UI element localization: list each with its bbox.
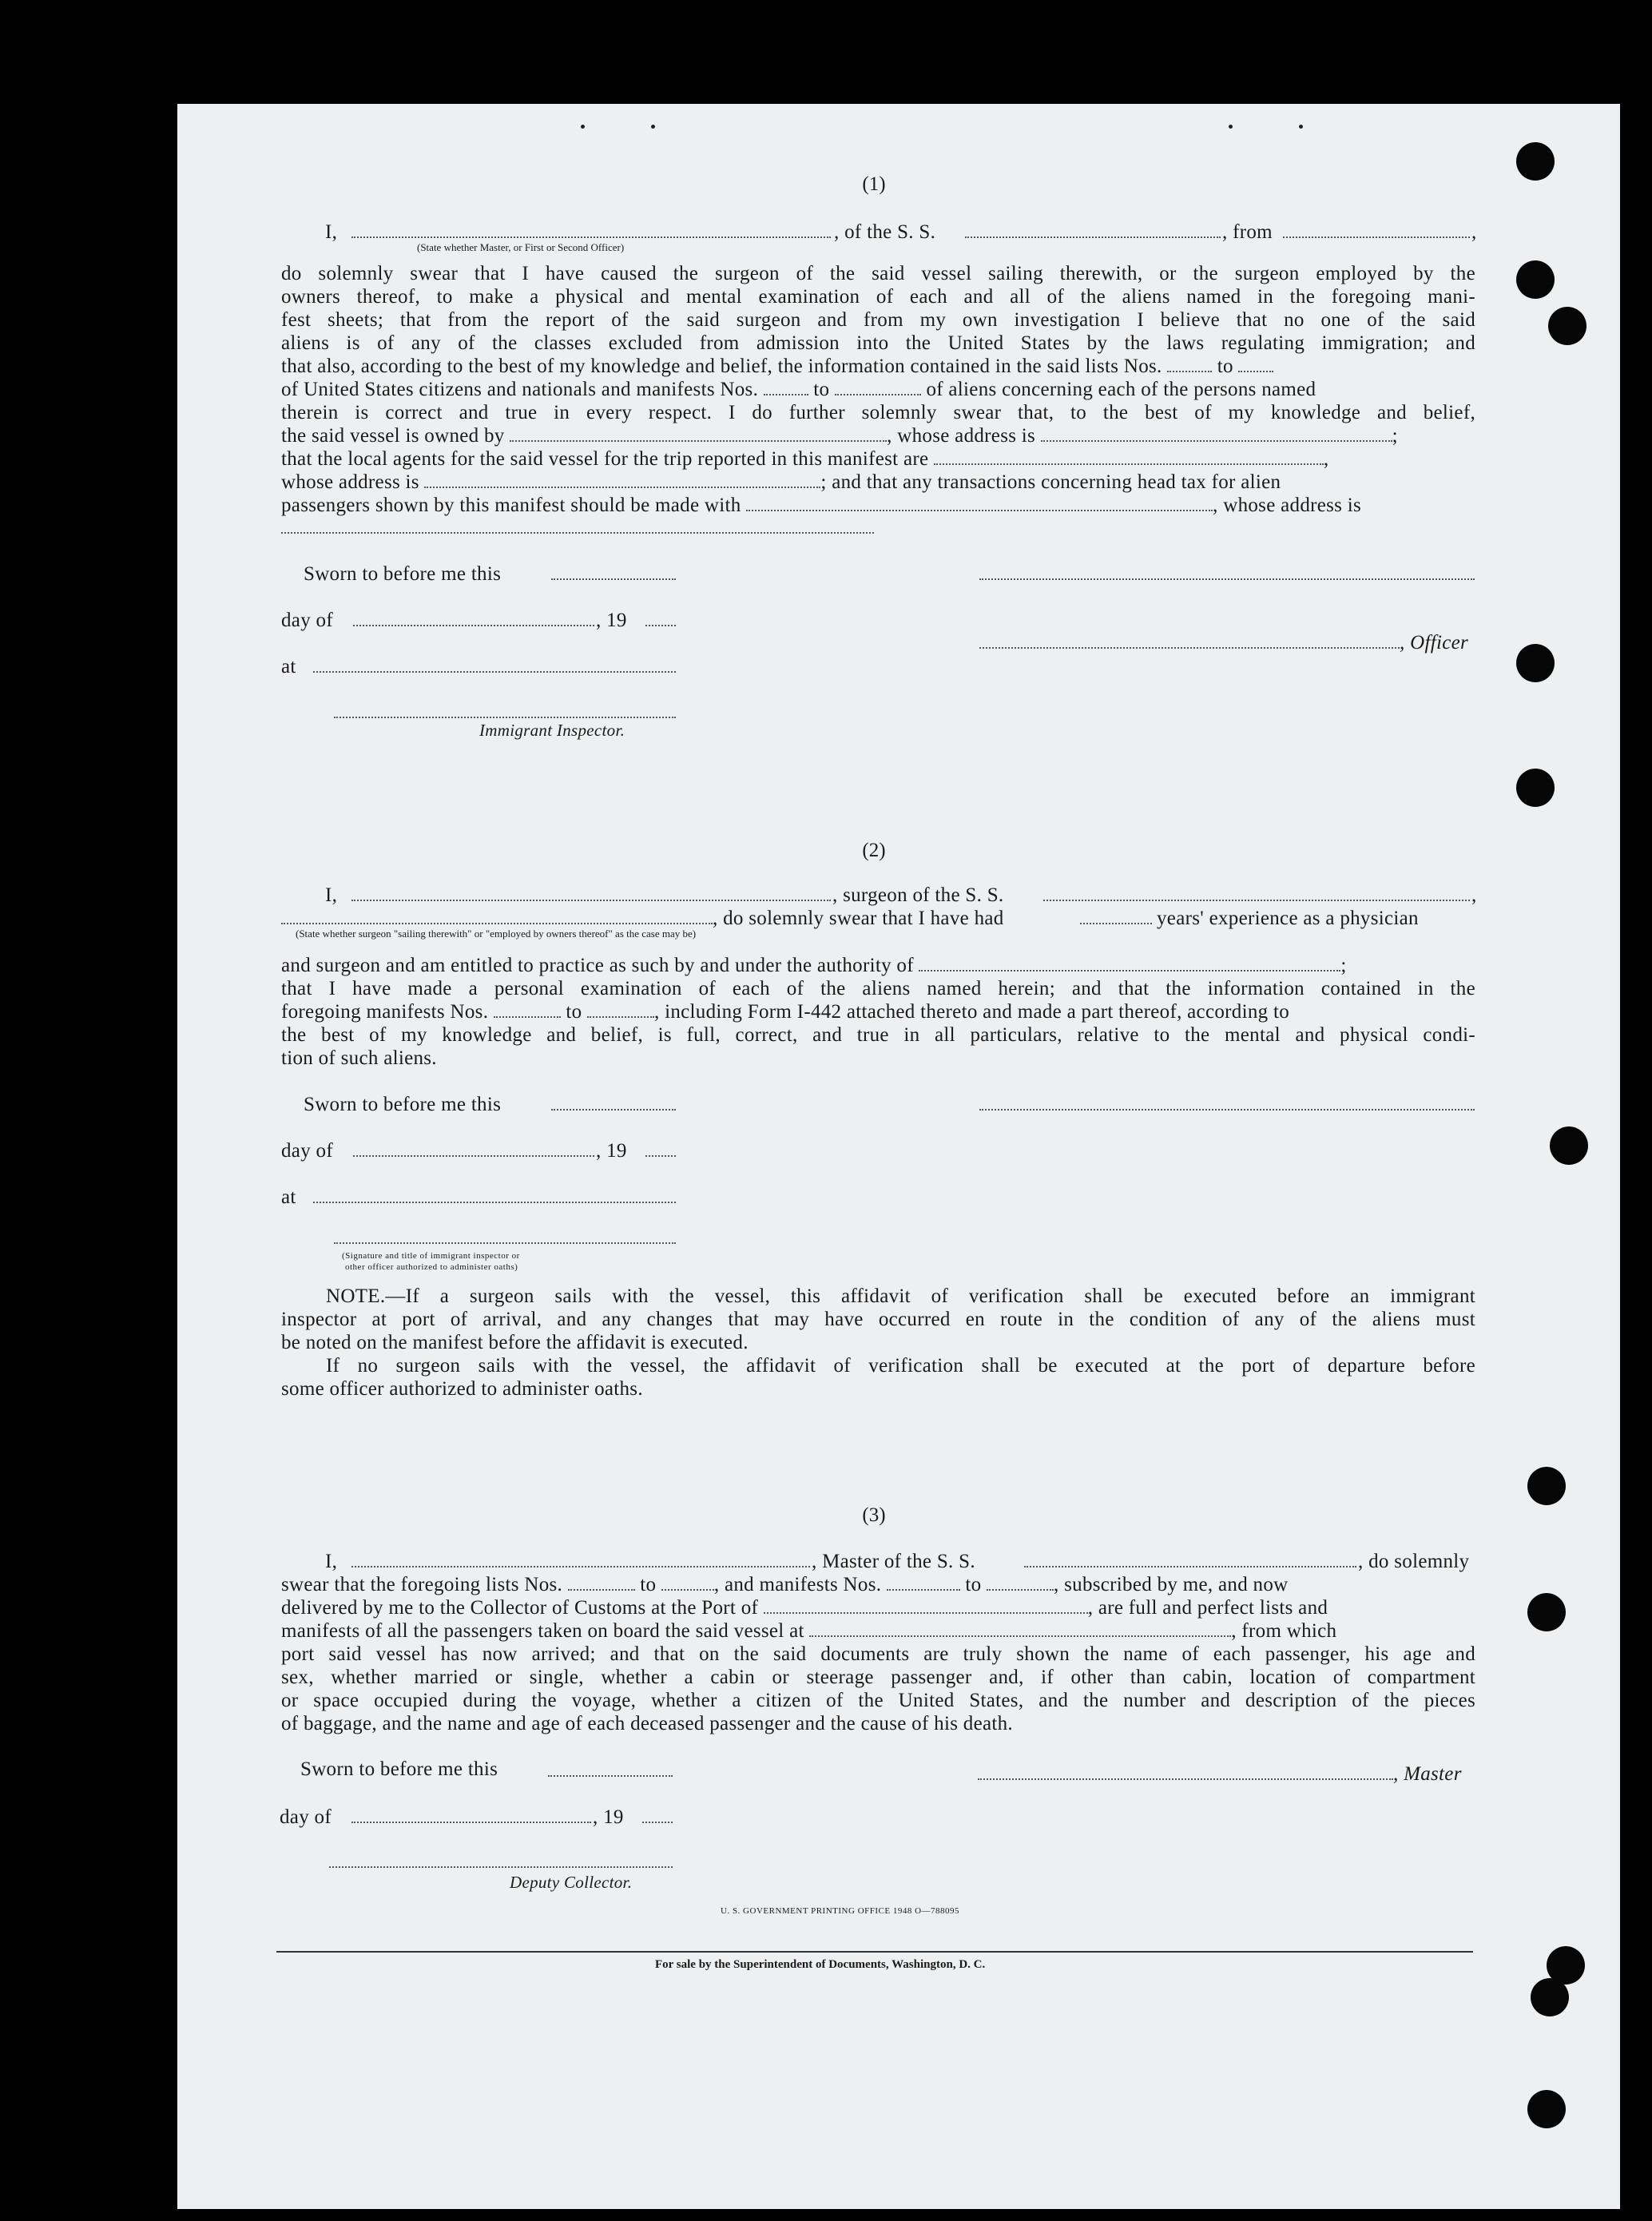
- s3-swear: , do solemnly: [1358, 1551, 1470, 1572]
- section-3-heading: (3): [862, 1504, 886, 1526]
- s3-deputy: Deputy Collector.: [510, 1873, 633, 1892]
- s2-day-of: day of: [281, 1140, 333, 1162]
- s3-vessel-line: manifests of all the passengers taken on board the said vessel at , from which: [281, 1620, 1337, 1642]
- s1-ship-blank: [965, 236, 1221, 238]
- s1-inspector: Immigrant Inspector.: [479, 721, 625, 740]
- s2-line-i: I,: [325, 884, 338, 906]
- s1-at: at: [281, 656, 296, 677]
- s2-at-blank: [313, 1202, 676, 1203]
- s2-note-line: If no surgeon sails with the vessel, the affidavit of verification shall be executed at the port of departure before: [326, 1355, 1475, 1377]
- punch-hole: [1527, 2090, 1566, 2128]
- section-2-heading: (2): [862, 840, 886, 861]
- s2-swear: , do solemnly swear that I have had: [713, 908, 1004, 929]
- s1-officer-sig-blank: [979, 578, 1475, 580]
- s3-day-of: day of: [280, 1806, 332, 1828]
- s1-note-master: (State whether Master, or First or Second Officer): [417, 241, 625, 253]
- s3-port-line: delivered by me to the Collector of Customs at the Port of , are full and perfect lists and: [281, 1597, 1328, 1619]
- ink-speck: [1229, 125, 1233, 129]
- s1-p-line: aliens is of any of the classes excluded from admission into the United States by the laws regulating immigration; and: [281, 332, 1475, 354]
- s2-note-line: inspector at port of arrival, and any changes that may have occurred en route in the condition of any of the aliens must: [281, 1309, 1475, 1330]
- s3-master-of: , Master of the S. S.: [812, 1551, 975, 1572]
- s3-name-blank: [351, 1566, 810, 1567]
- s1-master-blank: [351, 236, 831, 238]
- punch-hole: [1516, 142, 1555, 181]
- s3-p-line: sex, whether married or single, whether a cabin or steerage passenger and, if other than cabin, location of compartment: [281, 1667, 1475, 1688]
- s3-deputy-sig-blank: [329, 1866, 673, 1868]
- s2-sworn-blank: [551, 1109, 676, 1110]
- s2-ship-blank: [1043, 900, 1470, 901]
- punch-hole: [1550, 1126, 1588, 1165]
- s2-year-blank: [645, 1155, 676, 1157]
- s2-at: at: [281, 1186, 296, 1208]
- s2-note-line: NOTE.—If a surgeon sails with the vessel, this affidavit of verification shall be executed before an immigrant: [326, 1285, 1475, 1307]
- s3-line-i: I,: [325, 1551, 338, 1572]
- ink-speck: [651, 125, 655, 129]
- s1-comma: ,: [1471, 221, 1477, 243]
- s2-manifests-line: foregoing manifests Nos. to , including Form I-442 attached thereto and made a part thereof, according to: [281, 1001, 1290, 1023]
- s3-p-line: of baggage, and the name and age of each deceased passenger and the cause of his death.: [281, 1713, 1013, 1734]
- s1-officer: , Officer: [1400, 632, 1469, 654]
- s1-line-i: I,: [325, 221, 338, 243]
- s2-inspector-sig-blank: [334, 1242, 676, 1244]
- gpo-imprint: U. S. GOVERNMENT PRINTING OFFICE 1948 O—788095: [721, 1906, 960, 1916]
- s3-day-blank: [351, 1822, 591, 1823]
- ink-speck: [1299, 125, 1303, 129]
- s3-sworn: Sworn to before me this: [300, 1758, 498, 1780]
- sale-notice: For sale by the Superintendent of Documents, Washington, D. C.: [655, 1958, 986, 1971]
- punch-hole: [1527, 1593, 1566, 1631]
- s2-surgeon-type-blank: [281, 923, 713, 924]
- s2-note-line: be noted on the manifest before the affidavit is executed.: [281, 1332, 749, 1353]
- punch-hole: [1531, 1978, 1569, 2016]
- s1-sworn: Sworn to before me this: [304, 563, 502, 585]
- s1-manifests-line: of United States citizens and nationals and manifests Nos. to of aliens concerning each of the persons named: [281, 379, 1316, 400]
- punch-hole: [1527, 1467, 1566, 1505]
- punch-hole: [1516, 644, 1555, 682]
- s2-year: , 19: [596, 1140, 627, 1162]
- s1-officer-blank: [979, 647, 1400, 649]
- s3-p-line: or space occupied during the voyage, whether a citizen of the United States, and the number and description of the pieces: [281, 1690, 1475, 1711]
- s1-day-blank: [353, 625, 594, 626]
- s1-from: , from: [1222, 221, 1273, 243]
- s3-master-sig-blank: [978, 1778, 1393, 1780]
- s2-sworn: Sworn to before me this: [304, 1094, 502, 1115]
- s2-name-blank: [351, 900, 831, 901]
- s3-year-blank: [642, 1822, 673, 1823]
- s1-year-blank: [645, 625, 676, 626]
- s1-from-blank: [1283, 236, 1470, 238]
- s2-note-line: some officer authorized to administer oaths.: [281, 1378, 643, 1400]
- s2-authority-line: and surgeon and am entitled to practice as such by and under the authority of ;: [281, 955, 1347, 976]
- s2-surgeon-of: , surgeon of the S. S.: [832, 884, 1004, 906]
- s2-years-blank: [1080, 923, 1152, 924]
- s1-headtax-line: passengers shown by this manifest should be made with , whose address is: [281, 495, 1362, 516]
- s2-sig-note-2: other officer authorized to administer oaths): [345, 1262, 518, 1272]
- s2-note-surgeon: (State whether surgeon "sailing therewith" or "employed by owners thereof" as the case may be): [296, 928, 697, 940]
- s1-of-ss: , of the S. S.: [834, 221, 936, 243]
- s3-year: , 19: [593, 1806, 624, 1828]
- s3-sworn-blank: [548, 1775, 673, 1777]
- s1-address-line: whose address is ; and that any transactions concerning head tax for alien: [281, 471, 1281, 493]
- section-1-heading: (1): [862, 173, 886, 195]
- s1-year: , 19: [596, 610, 627, 631]
- s2-years: years' experience as a physician: [1157, 908, 1419, 929]
- s2-comma: ,: [1471, 884, 1477, 906]
- s1-inspector-sig-blank: [334, 717, 676, 718]
- punch-hole: [1516, 260, 1555, 299]
- s3-ship-blank: [1024, 1566, 1356, 1567]
- s2-sig-note-1: (Signature and title of immigrant inspector or: [342, 1251, 520, 1261]
- s1-address-blank: [281, 532, 874, 534]
- s2-p-line: the best of my knowledge and belief, is full, correct, and true in all particulars, relative to the mental and physical condi-: [281, 1024, 1475, 1046]
- s2-p-line: tion of such aliens.: [281, 1047, 437, 1069]
- footer-rule: [276, 1951, 1473, 1953]
- s1-p-line: do solemnly swear that I have caused the surgeon of the said vessel sailing therewith, or the surgeon employed by the: [281, 263, 1475, 284]
- s1-p-line: owners thereof, to make a physical and mental examination of each and all of the aliens named in the foregoing mani-: [281, 286, 1475, 308]
- punch-hole: [1548, 307, 1586, 345]
- s1-owned-line: the said vessel is owned by , whose address is ;: [281, 425, 1398, 447]
- s3-master: , Master: [1393, 1763, 1462, 1785]
- s2-p-line: that I have made a personal examination of each of the aliens named herein; and that the information contained in the: [281, 978, 1475, 999]
- s1-at-blank: [313, 671, 676, 673]
- s2-day-blank: [353, 1155, 594, 1157]
- s1-day-of: day of: [281, 610, 333, 631]
- s1-agents-line: that the local agents for the said vessel for the trip reported in this manifest are ,: [281, 448, 1329, 470]
- s1-lists-line: that also, according to the best of my knowledge and belief, the information contained in the said lists Nos. to: [281, 355, 1273, 378]
- s2-surgeon-sig-blank: [979, 1109, 1475, 1110]
- punch-hole: [1516, 769, 1555, 807]
- s3-p-line: port said vessel has now arrived; and that on the said documents are truly shown the name of each passenger, his age and: [281, 1643, 1475, 1665]
- s1-p-line: therein is correct and true in every respect. I do further solemnly swear that, to the best of my knowledge and belief,: [281, 402, 1475, 423]
- s3-lists-line: swear that the foregoing lists Nos. to , and manifests Nos. to , subscribed by me, and now: [281, 1574, 1289, 1595]
- s1-p-line: fest sheets; that from the report of the said surgeon and from my own investigation I believe that no one of the said: [281, 309, 1475, 331]
- ink-speck: [581, 125, 585, 129]
- s1-sworn-blank: [551, 578, 676, 580]
